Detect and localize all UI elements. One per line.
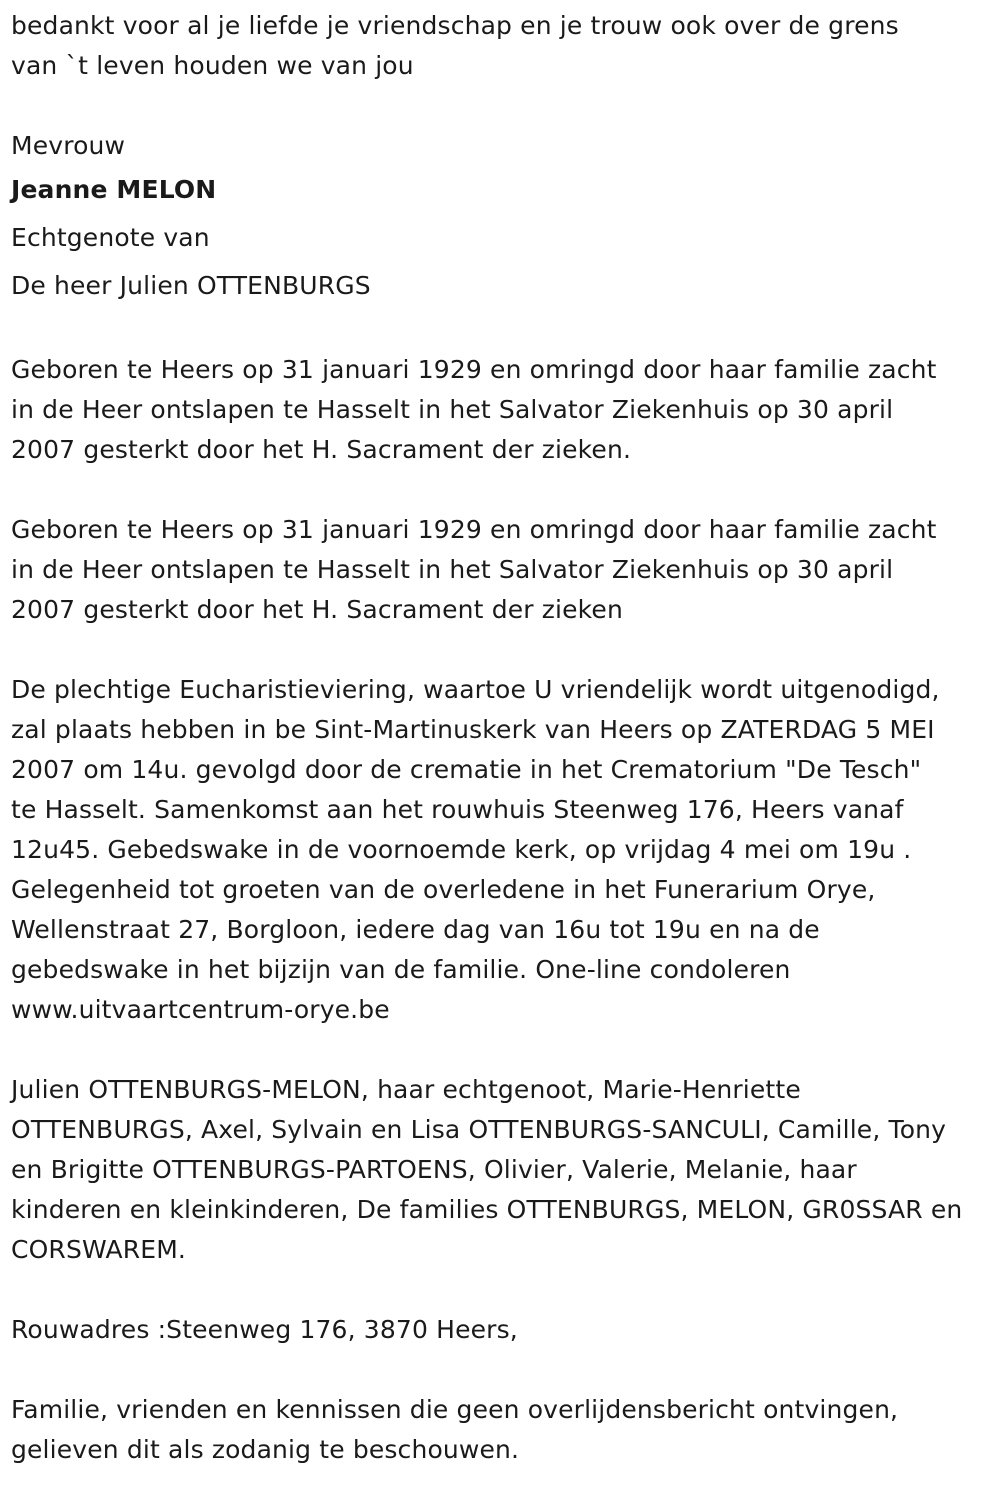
ceremony-line: te Hasselt. Samenkomst aan het rouwhuis Steenweg 176, Heers vanaf: [11, 795, 904, 824]
address-paragraph: [11, 1310, 989, 1350]
birth-line: 2007 gesterkt door het H. Sacrament der zieken.: [11, 435, 632, 464]
intro-line: bedankt voor al je liefde je vriendschap en je trouw ook over de grens: [11, 11, 899, 40]
family-line: CORSWAREM.: [11, 1235, 187, 1264]
birth-paragraph-repeat: [11, 510, 989, 630]
ceremony-line: zal plaats hebben in be Sint-Martinuskerk van Heers op ZATERDAG 5 MEI: [11, 715, 935, 744]
birth-line: in de Heer ontslapen te Hasselt in het Salvator Ziekenhuis op 30 april: [11, 555, 894, 584]
mourning-address: Rouwadres :Steenweg 176, 3870 Heers,: [11, 1315, 518, 1344]
spacer: [11, 310, 989, 350]
spouse-name: De heer Julien OTTENBURGS: [11, 271, 371, 300]
birth-line: in de Heer ontslapen te Hasselt in het Salvator Ziekenhuis op 30 april: [11, 395, 894, 424]
ceremony-paragraph: [11, 670, 989, 1030]
family-line: Julien OTTENBURGS-MELON, haar echtgenoot, Marie-Henriette: [11, 1075, 801, 1104]
birth-paragraph: [11, 350, 989, 470]
salutation: Mevrouw: [11, 131, 126, 160]
spacer: [11, 1350, 989, 1390]
spacer: [11, 630, 989, 670]
intro-line: van `t leven houden we van jou: [11, 51, 414, 80]
family-line: en Brigitte OTTENBURGS-PARTOENS, Olivier, Valerie, Melanie, haar: [11, 1155, 857, 1184]
closing-line: Familie, vrienden en kennissen die geen overlijdensbericht ontvingen,: [11, 1395, 899, 1424]
spacer: [11, 1270, 989, 1310]
ceremony-line: gebedswake in het bijzijn van de familie. One-line condoleren: [11, 955, 791, 984]
intro-text: [11, 6, 989, 86]
ceremony-line: 12u45. Gebedswake in de voornoemde kerk, op vrijdag 4 mei om 19u .: [11, 835, 912, 864]
relation-label: Echtgenote van: [11, 223, 210, 252]
closing-line: gelieven dit als zodanig te beschouwen.: [11, 1435, 520, 1464]
birth-line: Geboren te Heers op 31 januari 1929 en omringd door haar familie zacht: [11, 355, 937, 384]
family-line: kinderen en kleinkinderen, De families OTTENBURGS, MELON, GR0SSAR en: [11, 1195, 963, 1224]
ceremony-line: De plechtige Eucharistieviering, waartoe U vriendelijk wordt uitgenodigd,: [11, 675, 940, 704]
condolence-website: www.uitvaartcentrum-orye.be: [11, 995, 390, 1024]
spacer: [11, 470, 989, 510]
ceremony-line: Gelegenheid tot groeten van de overledene in het Funerarium Orye,: [11, 875, 876, 904]
spacer: [11, 1030, 989, 1070]
spacer: [11, 86, 989, 126]
family-line: OTTENBURGS, Axel, Sylvain en Lisa OTTENBURGS-SANCULI, Camille, Tony: [11, 1115, 947, 1144]
birth-line: 2007 gesterkt door het H. Sacrament der zieken: [11, 595, 623, 624]
ceremony-line: 2007 om 14u. gevolgd door de crematie in het Crematorium "De Tesch": [11, 755, 922, 784]
birth-line: Geboren te Heers op 31 januari 1929 en omringd door haar familie zacht: [11, 515, 937, 544]
deceased-block: [11, 126, 989, 310]
ceremony-line: Wellenstraat 27, Borgloon, iedere dag van 16u tot 19u en na de: [11, 915, 820, 944]
deceased-name: Jeanne MELON: [11, 175, 217, 204]
closing-paragraph: [11, 1390, 989, 1470]
family-paragraph: [11, 1070, 989, 1270]
